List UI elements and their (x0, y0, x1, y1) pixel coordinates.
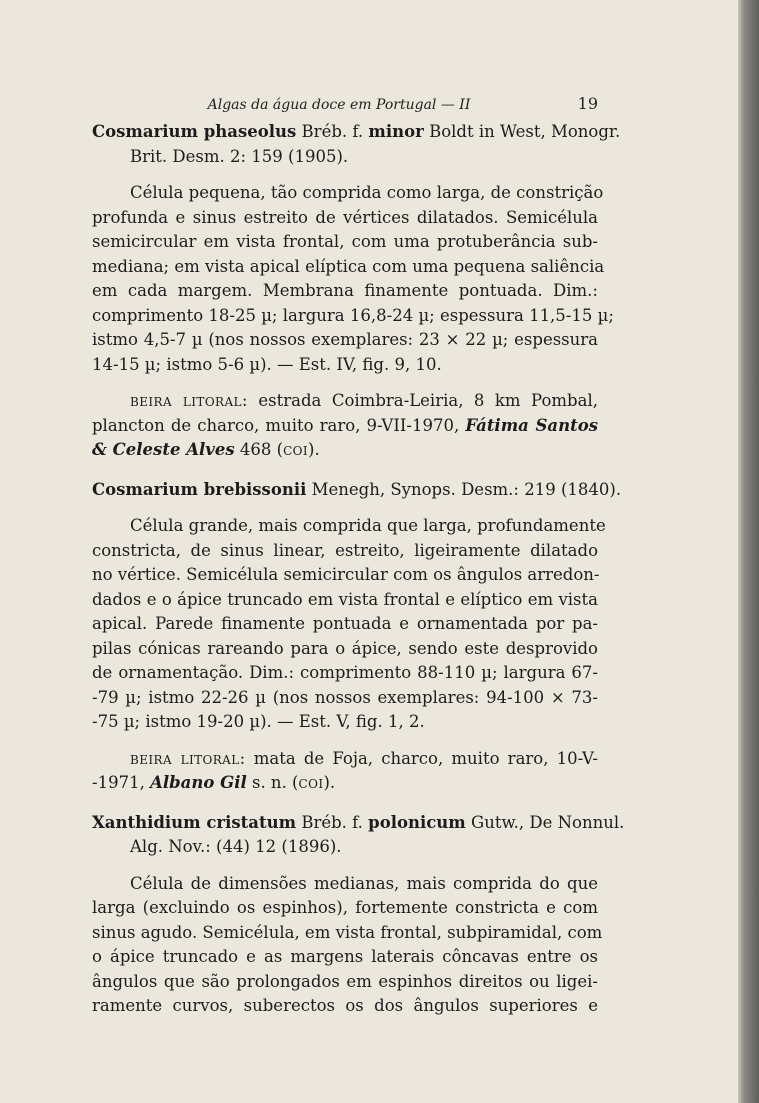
region-label: beira litoral: (130, 748, 246, 768)
locality-line: -1971, Albano Gil s. n. (coi). (92, 773, 336, 792)
description-line: -75 µ; istmo 19-20 µ). — Est. V, fig. 1, 2. (92, 712, 425, 731)
description-line: mediana; em vista apical elíptica com uma pequena saliência (92, 256, 605, 276)
collector-name: Albano Gil (150, 773, 247, 792)
description-line: de ornamentação. Dim.: comprimento 88-110 µ; largura 67- (92, 663, 598, 682)
description-line: profunda e sinus estreito de vértices dilatados. Semicélula (92, 207, 598, 227)
description-line: pilas cónicas rareando para o ápice, sendo este desprovido (92, 638, 598, 658)
taxon-name: Cosmarium phaseolus (92, 122, 297, 141)
entry-heading: Cosmarium brebissonii Menegh, Synops. Desm.: 219 (1840). (92, 479, 622, 499)
locality-line: plancton de charco, muito raro, 9-VII-1970, Fátima Santos (92, 415, 598, 435)
description-line: Célula pequena, tão comprida como larga, de constrição (130, 183, 604, 202)
description-line: larga (excluindo os espinhos), fortemente constricta e com (92, 898, 598, 917)
page-number: 19 (577, 94, 598, 113)
running-header (92, 94, 598, 116)
collector-name: Fátima Santos (465, 415, 598, 435)
entry-heading: Xanthidium cristatum Bréb. f. polonicum Gutw., De Nonnul. (92, 812, 625, 832)
description-line: 14-15 µ; istmo 5-6 µ). — Est. IV, fig. 9, 10. (92, 354, 442, 374)
description-line: -79 µ; istmo 22-26 µ (nos nossos exemplares: 94-100 × 73- (92, 687, 598, 707)
taxon-form: polonicum (368, 812, 466, 832)
herbarium-code: coi (298, 773, 324, 792)
region-label: beira litoral: (130, 391, 248, 410)
herbarium-code: coi (283, 440, 309, 459)
description-line: apical. Parede finamente pontuada e ornamentada por pa- (92, 614, 598, 633)
locality-line: & Celeste Alves 468 (coi). (92, 440, 320, 459)
locality-line: beira litoral: estrada Coimbra-Leiria, 8 km Pombal, (130, 391, 598, 410)
description-line: comprimento 18-25 µ; largura 16,8-24 µ; espessura 11,5-15 µ; (92, 305, 614, 325)
description-line: dados e o ápice truncado em vista frontal e elíptico em vista (92, 589, 598, 609)
description-line: Célula grande, mais comprida que larga, profundamente (130, 516, 606, 535)
taxon-form: minor (368, 122, 424, 141)
citation-line: Alg. Nov.: (44) 12 (1896). (130, 837, 342, 856)
page-edge-shadow (738, 0, 759, 1103)
description-line: semicircular em vista frontal, com uma protuberância sub- (92, 232, 598, 251)
description-line: em cada margem. Membrana finamente pontuada. Dim.: (92, 281, 598, 300)
description-line: ângulos que são prolongados em espinhos direitos ou ligei- (92, 971, 598, 991)
description-line: o ápice truncado e as margens laterais côncavas entre os (92, 947, 598, 966)
taxon-name: Xanthidium cristatum (92, 812, 297, 832)
description-line: Célula de dimensões medianas, mais comprida do que (130, 873, 598, 893)
description-line: istmo 4,5-7 µ (nos nossos exemplares: 23 × 22 µ; espessura (92, 330, 598, 349)
body-text (92, 120, 625, 1019)
collector-name: & Celeste Alves (92, 440, 235, 459)
description-line: ramente curvos, suberectos os dos ângulos superiores e (92, 996, 598, 1015)
description-line: no vértice. Semicélula semicircular com os ângulos arredon- (92, 565, 600, 584)
entry-heading: Cosmarium phaseolus Bréb. f. minor Boldt in West, Monogr. (92, 122, 621, 141)
description-line: constricta, de sinus linear, estreito, ligeiramente dilatado (92, 540, 598, 560)
running-title: Algas da água doce em Portugal — II (207, 97, 471, 113)
citation-line: Brit. Desm. 2: 159 (1905). (130, 146, 349, 166)
description-line: sinus agudo. Semicélula, em vista frontal, subpiramidal, com (92, 922, 603, 942)
taxon-name: Cosmarium brebissonii (92, 479, 307, 499)
locality-line: beira litoral: mata de Foja, charco, muito raro, 10-V- (130, 748, 598, 768)
